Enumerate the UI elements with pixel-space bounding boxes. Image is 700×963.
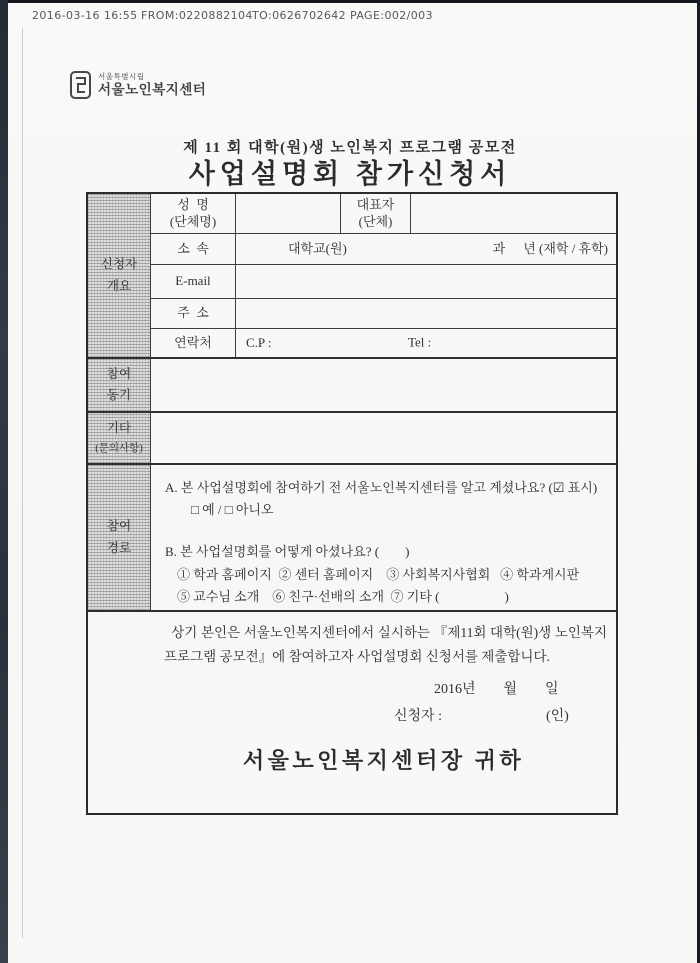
email-label-cell: E-mail	[151, 265, 236, 298]
fax-page-count: PAGE:002/003	[350, 9, 433, 22]
section-label-etc	[88, 413, 151, 465]
seal-placeholder: (인)	[546, 709, 569, 724]
row-motivation-value	[151, 359, 616, 413]
representative-value-cell	[411, 194, 616, 233]
email-value-cell	[236, 265, 616, 298]
org-logo	[69, 70, 206, 100]
row-contact	[151, 329, 616, 359]
section-label-etc-line1: 기타	[106, 421, 132, 436]
route-options-line1: ① 학과 홈페이지 ② 센터 홈페이지 ③ 사회복지사협회 ④ 학과게시판	[177, 567, 580, 582]
affiliation-year-text: 년 (재학 / 휴학)	[523, 240, 608, 256]
route-question-b: B. 본 사업설명회를 어떻게 아셨나요? ( )	[165, 544, 410, 559]
affiliation-value-cell	[236, 234, 616, 264]
representative-label-sub: (단체)	[358, 213, 393, 229]
row-route-questionnaire	[151, 465, 616, 612]
section-label-applicant-line1: 신청자	[100, 257, 138, 272]
row-email	[151, 265, 616, 299]
section-label-motivation-line1: 참여	[106, 366, 132, 381]
row-declaration	[151, 612, 616, 813]
contact-label-cell: 연락처	[151, 329, 236, 357]
representative-label-cell	[341, 194, 411, 233]
section-label-route-line2: 경로	[106, 540, 132, 555]
affiliation-university-text: 대학교(원)	[288, 240, 347, 256]
section-label-motivation-line2: 동기	[106, 388, 132, 402]
route-answer-a-checkboxes: □ 예 / □ 아니오	[191, 502, 274, 517]
recipient-line: 서울노인복지센터장 귀하	[242, 748, 525, 773]
date-line: 2016년 월 일	[434, 682, 559, 697]
fax-to-number: TO:0626702642	[252, 9, 347, 22]
form-rows	[151, 194, 616, 813]
org-logo-icon	[69, 70, 92, 100]
address-label-cell: 주 소	[151, 299, 236, 328]
route-question-a: A. 본 사업설명회에 참여하기 전 서울노인복지센터를 알고 계셨나요? (☑ 표시)	[165, 480, 598, 495]
scan-edge-top	[0, 0, 700, 3]
row-affiliation	[151, 234, 616, 265]
affiliation-label-cell: 소 속	[151, 234, 236, 264]
org-logo-subtitle: 서울특별시립	[98, 71, 145, 81]
section-label-motivation	[88, 359, 151, 413]
representative-label: 대표자	[356, 196, 395, 212]
row-address	[151, 299, 616, 329]
org-logo-name: 서울노인복지센터	[98, 81, 207, 97]
row-etc-value	[151, 413, 616, 465]
fax-header	[0, 9, 700, 25]
applicant-signature-label: 신청자 :	[394, 709, 442, 724]
route-options-line2: ⑤ 교수님 소개 ⑥ 친구·선배의 소개 ⑦ 기타 ( )	[177, 589, 509, 604]
row-name	[151, 194, 616, 234]
org-logo-text	[98, 73, 206, 97]
section-label-route-line1: 참여	[106, 519, 132, 534]
section-label-applicant-line2: 개요	[106, 278, 132, 293]
application-form-table	[86, 192, 618, 815]
contest-subtitle: 제 11 회 대학(원)생 노인복지 프로그램 공모전	[183, 140, 517, 156]
contact-value-cell	[236, 329, 616, 357]
fax-from-number: FROM:0220882104	[141, 9, 253, 22]
section-label-etc-line2: (문의사항)	[95, 442, 143, 454]
form-title: 사업설명회 참가신청서	[188, 159, 512, 189]
name-label: 성 명	[177, 196, 209, 212]
section-label-applicant	[88, 194, 151, 359]
name-label-cell	[151, 194, 236, 233]
contact-tel-label: Tel :	[408, 334, 432, 350]
contact-cp-label: C.P :	[246, 334, 272, 350]
affiliation-department-text: 과	[492, 240, 506, 256]
name-value-cell	[236, 194, 341, 233]
address-value-cell	[236, 299, 616, 328]
declaration-text: 상기 본인은 서울노인복지센터에서 실시하는 『제11회 대학(원)생 노인복지프로그램 공모전』에 참여하고자 사업설명회 신청서를 제출합니다.	[164, 625, 607, 664]
name-label-sub: (단체명)	[169, 213, 217, 229]
fax-datetime: 2016-03-16 16:55	[32, 9, 138, 22]
section-label-route	[88, 465, 151, 612]
